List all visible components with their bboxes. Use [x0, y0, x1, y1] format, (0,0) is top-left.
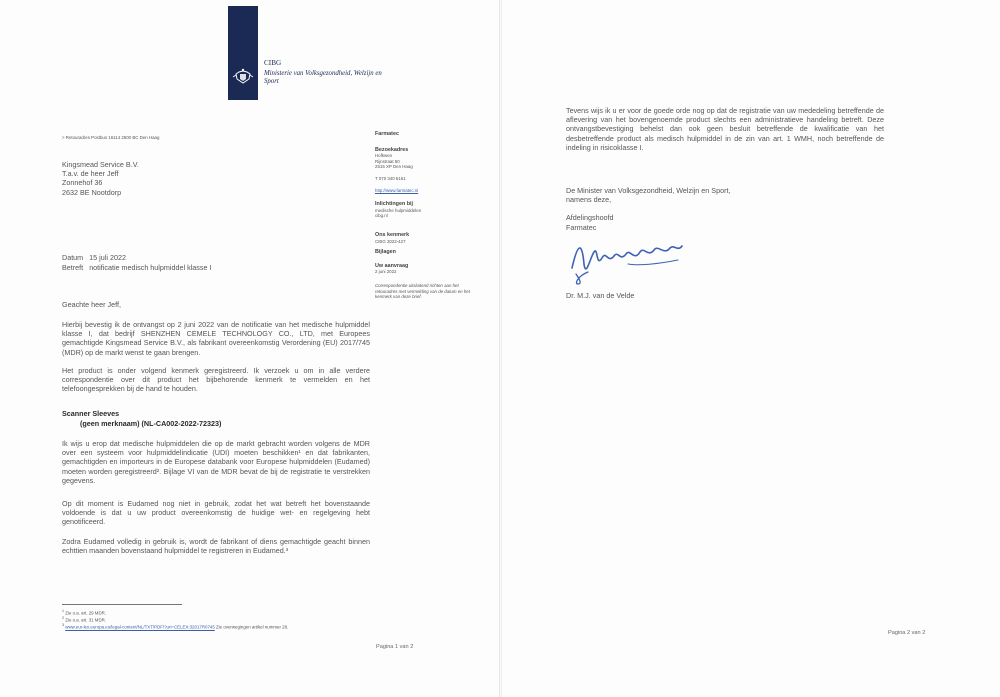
letter-date-row: [62, 253, 126, 262]
footnote: $^3$ www.eur-lex.europa.eu/legal-content/NL/TXT/PDF/?uri=CELEX:32017R0745 Zie overwegingen artikel nummer 28.: [62, 623, 289, 630]
recipient-attn: T.a.v. de heer Jeff: [62, 169, 119, 179]
sidebar-correspondence-note: Correspondentie uitsluitend richten aan het retouradres met vermelding van de datum en het kenmerk van deze brief.: [375, 282, 470, 300]
page-divider: [501, 0, 502, 697]
body-paragraph-5: Zodra Eudamed volledig in gebruik is, wordt de fabrikant of diens gemachtigde geacht binnen echttien maanden bovenstaand hulpmiddel te registreren in Eudamed.³: [62, 537, 370, 556]
signatory-role: Afdelingshoofd: [566, 213, 614, 223]
subject-label: Betreft: [62, 263, 84, 272]
recipient-street: Zonnehof 36: [62, 178, 103, 188]
sidebar-website-link[interactable]: http://www.farmatec.nl: [375, 187, 419, 193]
org-name: CIBG: [264, 59, 282, 67]
product-brand: (geen merknaam): [80, 419, 140, 428]
sidebar-visit-line: Rijnstraat 50: [375, 158, 400, 164]
recipient-company: Kingsmead Service B.V.: [62, 160, 139, 169]
on-behalf-line: namens deze,: [566, 195, 612, 205]
footnote: $^1$ Zie o.a. art. 29 MDR.: [62, 609, 107, 616]
product-code: (NL-CA002-2022-72323): [141, 419, 222, 428]
return-address: > Retouradres Postbus 16114 2500 BC Den Haag: [62, 135, 160, 140]
date-label: Datum: [62, 253, 84, 262]
body-paragraph-4: Op dit moment is Eudamed nog niet in gebruik, zodat het wat betreft het bovenstaande voldoende is dat u uw product overeenkomstig de huidige wet- en regelgeving hebt genotificeerd.: [62, 499, 370, 527]
royal-coat-of-arms-icon: [232, 68, 254, 86]
sidebar-attachments-label: Bijlagen: [375, 249, 396, 256]
salutation: Geachte heer Jeff,: [62, 300, 122, 309]
sender-sidebar: [375, 131, 490, 300]
handwritten-signature: [568, 234, 688, 286]
closing-line: De Minister van Volksgezondheid, Welzijn en Sport,: [566, 186, 731, 195]
sidebar-contact-label: Inlichtingen bij: [375, 201, 414, 208]
recipient-address: [62, 160, 139, 197]
sidebar-your-letter-date: 2 juni 2022: [375, 269, 397, 275]
footnotes: [62, 609, 362, 630]
body-paragraph-3: Ik wijs u erop dat medische hulpmiddelen die op de markt gebracht worden volgens de MDR over een systeem voor hulpmiddelindicatie (UDI) moeten beschikken¹ en dat fabrikanten, gemachtigden en importeurs in de Europese databank voor Europese hulpmiddelen (Eudamed) moeten worden geregistreerd². Bijlage VI van de MDR bevat de bij de registratie te verstrekken gegevens.: [62, 439, 370, 485]
sidebar-your-letter-label: Uw aanvraag: [375, 262, 409, 269]
body-paragraph-2: Het product is onder volgend kenmerk geregistreerd. Ik verzoek u om in alle verdere correspondentie over dit product het bijbehorende kenmerk te vermelden en het telefoongesprekken bij de hand te houden.: [62, 366, 370, 394]
signatory-dept: Farmatec: [566, 222, 597, 232]
body-paragraph-continued: Tevens wijs ik u er voor de goede orde nog op dat de registratie van uw mededeling betreffende de aflevering van het bovengenoemde product slechts een administratieve handeling betreft. Deze ontvangstbevestiging behelst dan ook geen besluit betreffende de kwalificatie van het desbetreffende product als medisch hulpmiddel in de zin van art. 1 WMH, noch betreffende de indeling in risicoklasse I.: [566, 106, 884, 152]
ministry-logo-bar: [228, 6, 258, 100]
letter-page-2: [500, 0, 1000, 697]
sidebar-visit-label: Bezoekadres: [375, 146, 409, 153]
subject-value: notificatie medisch hulpmiddel klasse I: [89, 263, 212, 272]
sidebar-visit-line: Hofkwen: [375, 153, 393, 159]
footnote-link[interactable]: www.eur-lex.europa.eu/legal-content/NL/TXT/PDF/?uri=CELEX:32017R0745: [65, 624, 215, 630]
ministry-name: Ministerie van Volksgezondheid, Welzijn en Sport: [264, 70, 382, 85]
sidebar-visit-line: 2515 XP Den Haag: [375, 164, 413, 170]
page-number: Pagina 2 van 2: [888, 630, 926, 636]
letter-subject-row: [62, 263, 211, 272]
footnote-separator: [62, 604, 182, 605]
sidebar-contact-line: medische hulpmiddelen: [375, 207, 422, 213]
recipient-postal: 2632 BE Nootdorp: [62, 187, 122, 197]
closing-block: [566, 186, 730, 232]
body-paragraph-1: Hierbij bevestig ik de ontvangst op 2 juni 2022 van de notificatie van het medische hulpmiddel klasse I, dat bedrijf SHENZHEN CEMELE TECHNOLOGY CO., LTD, met Europees gemachtigde Kingsmead Service B.V., als fabrikant overeenkomstig Verordening (EU) 2017/745 (MDR) op de markt wenst te gaan brengen.: [62, 320, 370, 357]
product-identifier: [80, 419, 221, 428]
sidebar-ref-value: CIBG 2022-427: [375, 238, 406, 244]
product-name: Scanner Sleeves: [62, 409, 120, 418]
sidebar-phone: T 070 340 6161: [375, 175, 406, 181]
page-number: Pagina 1 van 2: [376, 644, 414, 650]
sidebar-dept: Farmatec: [375, 131, 399, 137]
footnote: $^2$ Zie o.a. art. 31 MDR.: [62, 616, 107, 623]
sidebar-contact-line: cibg.nl: [375, 213, 388, 219]
date-value: 15 juli 2022: [89, 253, 126, 262]
sidebar-ref-label: Ons kenmerk: [375, 231, 410, 238]
signatory-name: Dr. M.J. van de Velde: [566, 291, 635, 300]
